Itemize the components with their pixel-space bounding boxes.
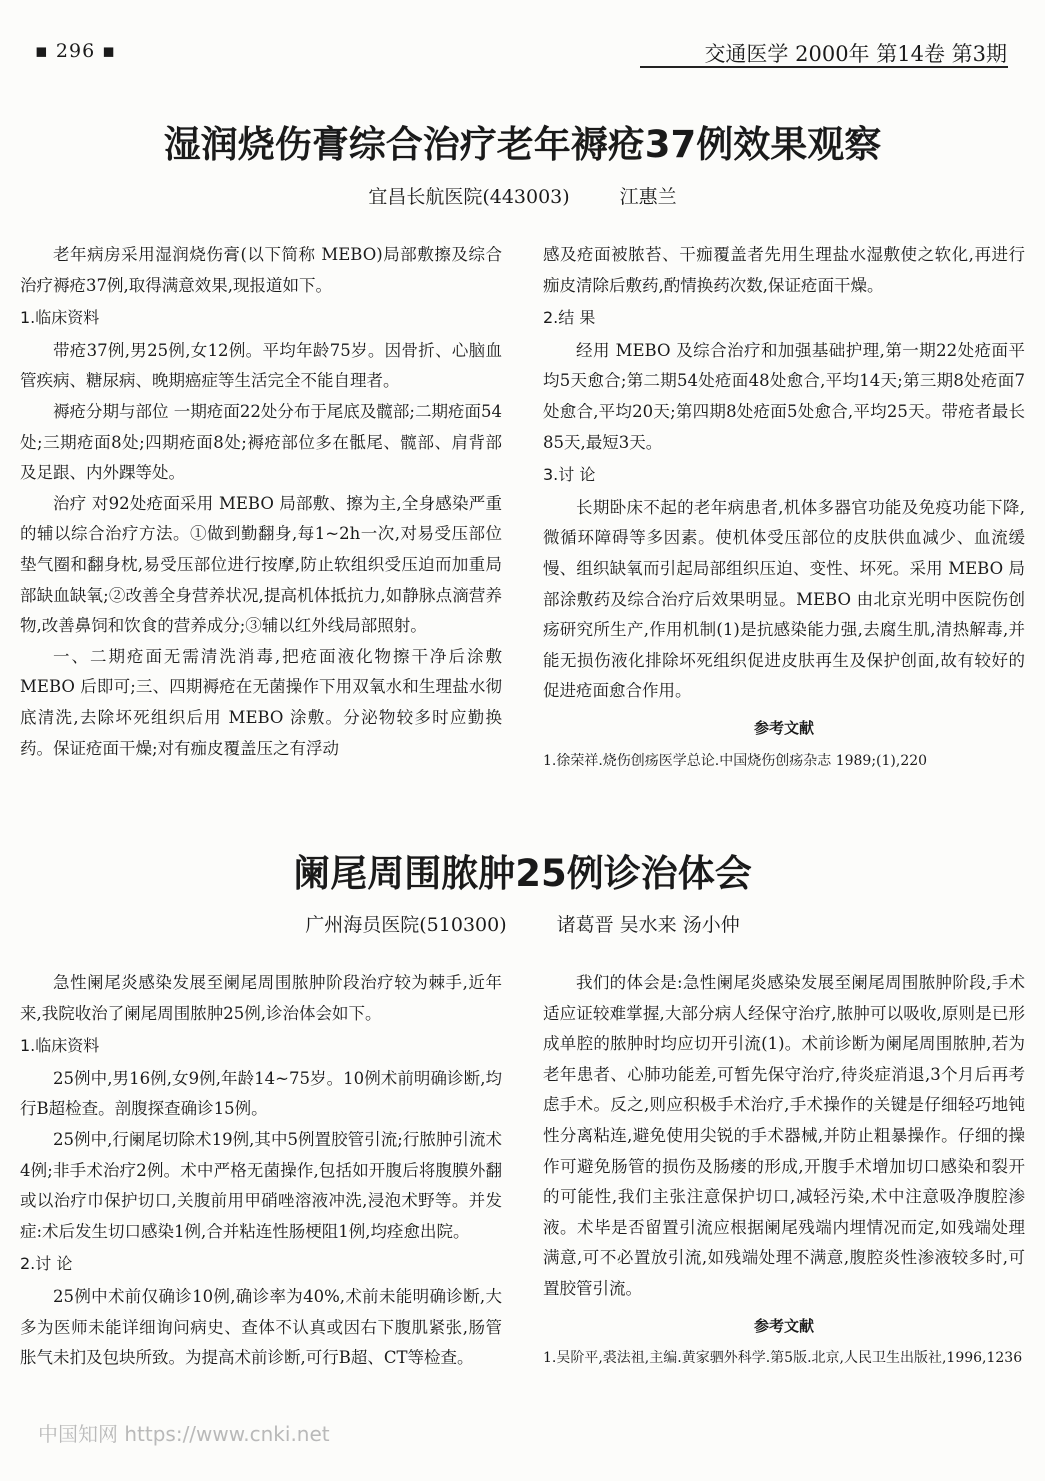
section-heading: 1.临床资料 [20,308,100,328]
references-heading: 参考文献 [753,1316,814,1335]
paragraph: 一、二期疮面无需清洗消毒,把疮面液化物擦干净后涂敷 MEBO 后即可;三、四期褥疮在无菌操作下用双氧水和生理盐水彻底清洗,去除坏死组织后用 MEBO 涂敷。分泌物较多时应勤换药。保证疮面干燥;对有痂皮覆盖压之有浮动 [20,646,502,758]
paragraph: 25例中,行阑尾切除术19例,其中5例置胶管引流;行脓肿引流术4例;非手术治疗2例。术中严格无菌操作,包括如开腹后将腹膜外翻或以治疗巾保护切口,关腹前用甲硝唑溶液冲洗,浸泡术野等。并发症:术后发生切口感染1例,合并粘连性肠梗阻1例,均痊愈出院。 [20,1129,502,1241]
section-heading: 2.结 果 [543,308,596,328]
paragraph: 经用 MEBO 及综合治疗和加强基础护理,第一期22处疮面平均5天愈合;第二期54处疮面48处愈合,平均14天;第三期8处疮面7处愈合,平均20天;第四期8处疮面5处愈合,平均25天。带疮者最长85天,最短3天。 [543,340,1025,452]
paragraph: 急性阑尾炎感染发展至阑尾周围脓肿阶段治疗较为棘手,近年来,我院收治了阑尾周围脓肿25例,诊治体会如下。 [20,973,502,1023]
article1-byline [0,182,1045,209]
cnki-watermark: 中国知网 https://www.cnki.net [38,1422,330,1446]
paragraph-continued: 感及疮面被脓苔、干痂覆盖者先用生理盐水湿敷使之软化,再进行痂皮清除后敷药,酌情换药次数,保证疮面干燥。 [543,245,1025,295]
article2-right-column [543,968,1025,1371]
page-number: ▪ 296 ▪ [35,40,117,62]
section-heading: 2.讨 论 [20,1254,73,1274]
paragraph: 治疗 对92处疮面采用 MEBO 局部敷、擦为主,全身感染严重的辅以综合治疗方法。①做到勤翻身,每1~2h一次,对易受压部位垫气圈和翻身枕,易受压部位进行按摩,防止软组织受压迫而加重局部缺血缺氧;②改善全身营养状况,提高机体抵抗力,如静脉点滴营养物,改善鼻饲和饮食的营养成分;③辅以红外线局部照射。 [20,493,502,636]
reference-item: 1.吴阶平,裘法祖,主编.黄家驷外科学.第5版.北京,人民卫生出版社,1996,1236 [543,1350,1023,1367]
article2-authors: 诸葛晋 吴水来 汤小仲 [556,914,740,936]
journal-header: 交通医学 2000年 第14卷 第3期 [704,42,1007,66]
reference-item: 1.徐荣祥.烧伤创疡医学总论.中国烧伤创疡杂志 1989;(1),220 [543,752,928,769]
article1-affiliation: 宜昌长航医院(443003) [368,186,570,208]
article2-byline [0,910,1045,937]
paragraph: 老年病房采用湿润烧伤膏(以下简称 MEBO)局部敷擦及综合治疗褥疮37例,取得满意效果,现报道如下。 [20,245,502,295]
paragraph: 我们的体会是:急性阑尾炎感染发展至阑尾周围脓肿阶段,手术适应证较难掌握,大部分病人经保守治疗,脓肿可以吸收,原则是已形成单腔的脓肿时均应切开引流(1)。术前诊断为阑尾周围脓肿,若为老年患者、心肺功能差,可暂先保守治疗,待炎症消退,3个月后再考虑手术。反之,则应积极手术治疗,手术操作的关键是仔细轻巧地钝性分离粘连,避免使用尖锐的手术器械,并防止粗暴操作。仔细的操作可避免肠管的损伤及肠瘘的形成,开腹手术增加切口感染和裂开的可能性,我们主张注意保护切口,减轻污染,术中注意吸净腹腔渗液。术毕是否留置引流应根据阑尾残端内埋情况而定,如残端处理满意,可不必置放引流,如残端处理不满意,腹腔炎性渗液较多时,可置胶管引流。 [543,973,1025,1298]
article1-left-column [20,240,502,764]
paragraph: 25例中,男16例,女9例,年龄14~75岁。10例术前明确诊断,均行B超检查。剖腹探查确诊15例。 [20,1068,502,1119]
article1-right-column [543,240,1025,774]
paragraph: 褥疮分期与部位 一期疮面22处分布于尾底及髋部;二期疮面54处;三期疮面8处;四期疮面8处;褥疮部位多在骶尾、髋部、肩背部及足跟、内外踝等处。 [20,401,502,483]
header-rule [640,66,1008,68]
section-heading: 3.讨 论 [543,465,596,485]
references-heading: 参考文献 [753,718,814,737]
section-heading: 1.临床资料 [20,1036,100,1056]
paragraph: 带疮37例,男25例,女12例。平均年龄75岁。因骨折、心脑血管疾病、糖尿病、晚期癌症等生活完全不能自理者。 [20,340,502,391]
article2-affiliation: 广州海员医院(510300) [305,914,507,936]
paragraph: 25例中术前仅确诊10例,确诊率为40%,术前未能明确诊断,大多为医师未能详细询问病史、查体不认真或因右下腹肌紧张,肠管胀气未扪及包块所致。为提高术前诊断,可行B超、CT等检查。 [20,1286,502,1368]
paragraph: 长期卧床不起的老年病患者,机体多器官功能及免疫功能下降,微循环障碍等多因素。使机体受压部位的皮肤供血减少、血流缓慢、组织缺氧而引起局部组织压迫、变性、坏死。采用 MEBO 局部涂敷药及综合治疗后效果明显。MEBO 由北京光明中医院伤创疡研究所生产,作用机制(1)是抗感染能力强,去腐生肌,清热解毒,并能无损伤液化排除坏死组织促进皮肤再生及保护创面,故有较好的促进疮面愈合作用。 [543,497,1025,701]
article1-authors: 江惠兰 [619,186,677,208]
article2-title: 阑尾周围脓肿25例诊治体会 [293,852,752,895]
article1-title: 湿润烧伤膏综合治疗老年褥疮37例效果观察 [163,123,882,166]
article2-left-column [20,968,502,1374]
